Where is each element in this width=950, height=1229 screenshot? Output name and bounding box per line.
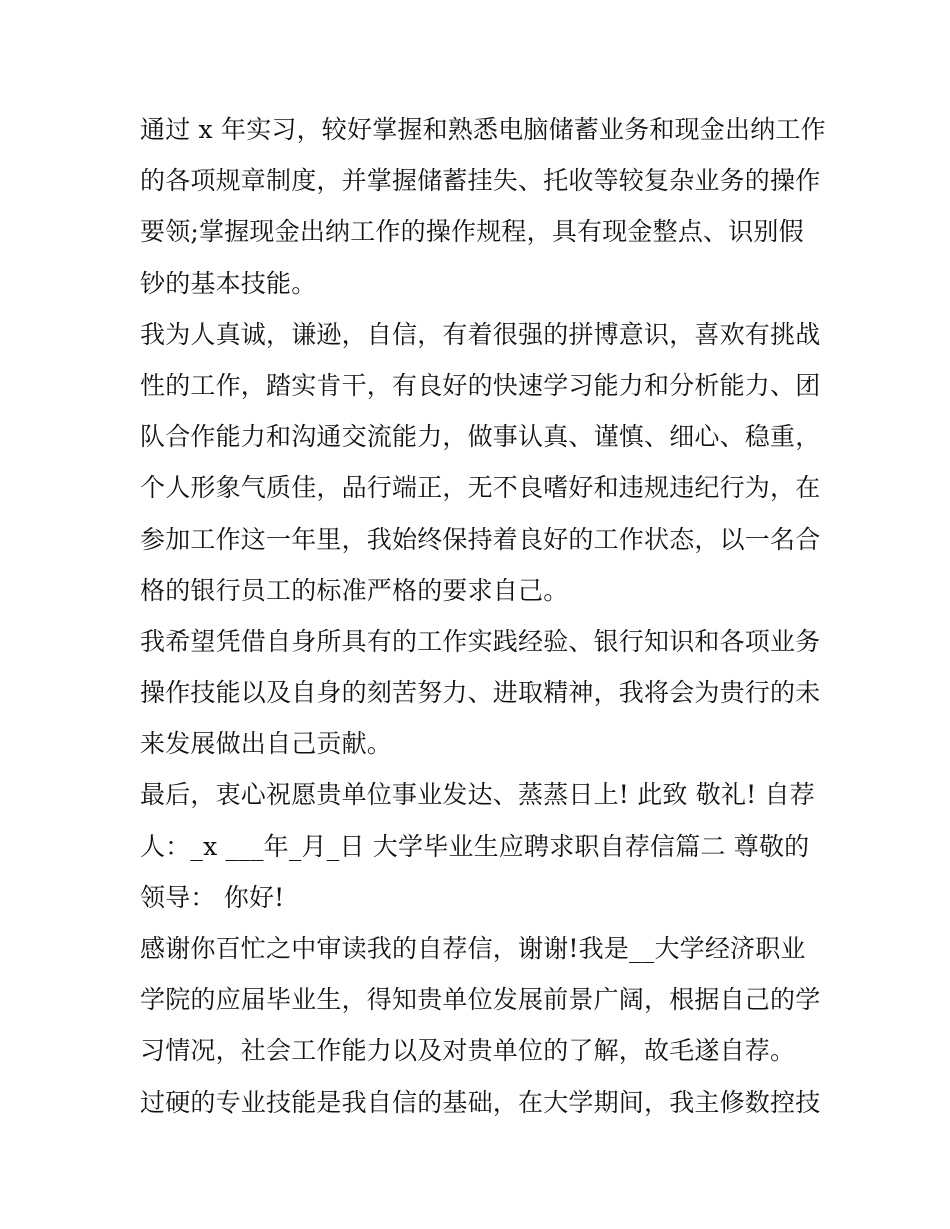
text-line: 操作技能以及自身的刻苦努力、进取精神，我将会为贵行的未 xyxy=(140,678,821,708)
text-line: 过硬的专业技能是我自信的基础，在大学期间，我主修数控技 xyxy=(140,1087,821,1117)
text-line: 学院的应届毕业生，得知贵单位发展前景广阔，根据自己的学 xyxy=(140,985,821,1015)
text-line: 要领;掌握现金出纳工作的操作规程，具有现金整点、识别假 xyxy=(140,217,804,247)
text-line: 人：_x ___年_月_日 大学毕业生应聘求职自荐信篇二 尊敬的 xyxy=(140,831,810,861)
text-line: 格的银行员工的标准严格的要求自己。 xyxy=(140,575,569,605)
text-line: 性的工作，踏实肯干，有良好的快速学习能力和分析能力、团 xyxy=(140,370,821,400)
document-body xyxy=(140,110,826,1134)
text-line: 的各项规章制度，并掌握储蓄挂失、托收等较复杂业务的操作 xyxy=(140,166,821,196)
text-line: 队合作能力和沟通交流能力，做事认真、谨慎、细心、稳重， xyxy=(140,422,821,452)
text-line: 领导： 你好! xyxy=(140,882,285,912)
text-line: 我为人真诚，谦逊，自信，有着很强的拼博意识，喜欢有挑战 xyxy=(140,319,821,349)
text-line: 习情况，社会工作能力以及对贵单位的了解，故毛遂自荐。 xyxy=(140,1036,796,1066)
text-line: 钞的基本技能。 xyxy=(140,268,317,298)
text-line: 个人形象气质佳，品行端正，无不良嗜好和违规违纪行为，在 xyxy=(140,473,821,503)
text-line: 我希望凭借自身所具有的工作实践经验、银行知识和各项业务 xyxy=(140,626,821,656)
text-line: 通过 x 年实习，较好掌握和熟悉电脑储蓄业务和现金出纳工作 xyxy=(140,115,826,144)
text-line: 来发展做出自己贡献。 xyxy=(140,729,393,759)
text-line: 参加工作这一年里，我始终保持着良好的工作状态，以一名合 xyxy=(140,524,821,554)
text-line: 感谢你百忙之中审读我的自荐信，谢谢!我是__大学经济职业 xyxy=(140,934,806,963)
text-line: 最后，衷心祝愿贵单位事业发达、蒸蒸日上! 此致 敬礼! 自荐 xyxy=(140,780,815,810)
